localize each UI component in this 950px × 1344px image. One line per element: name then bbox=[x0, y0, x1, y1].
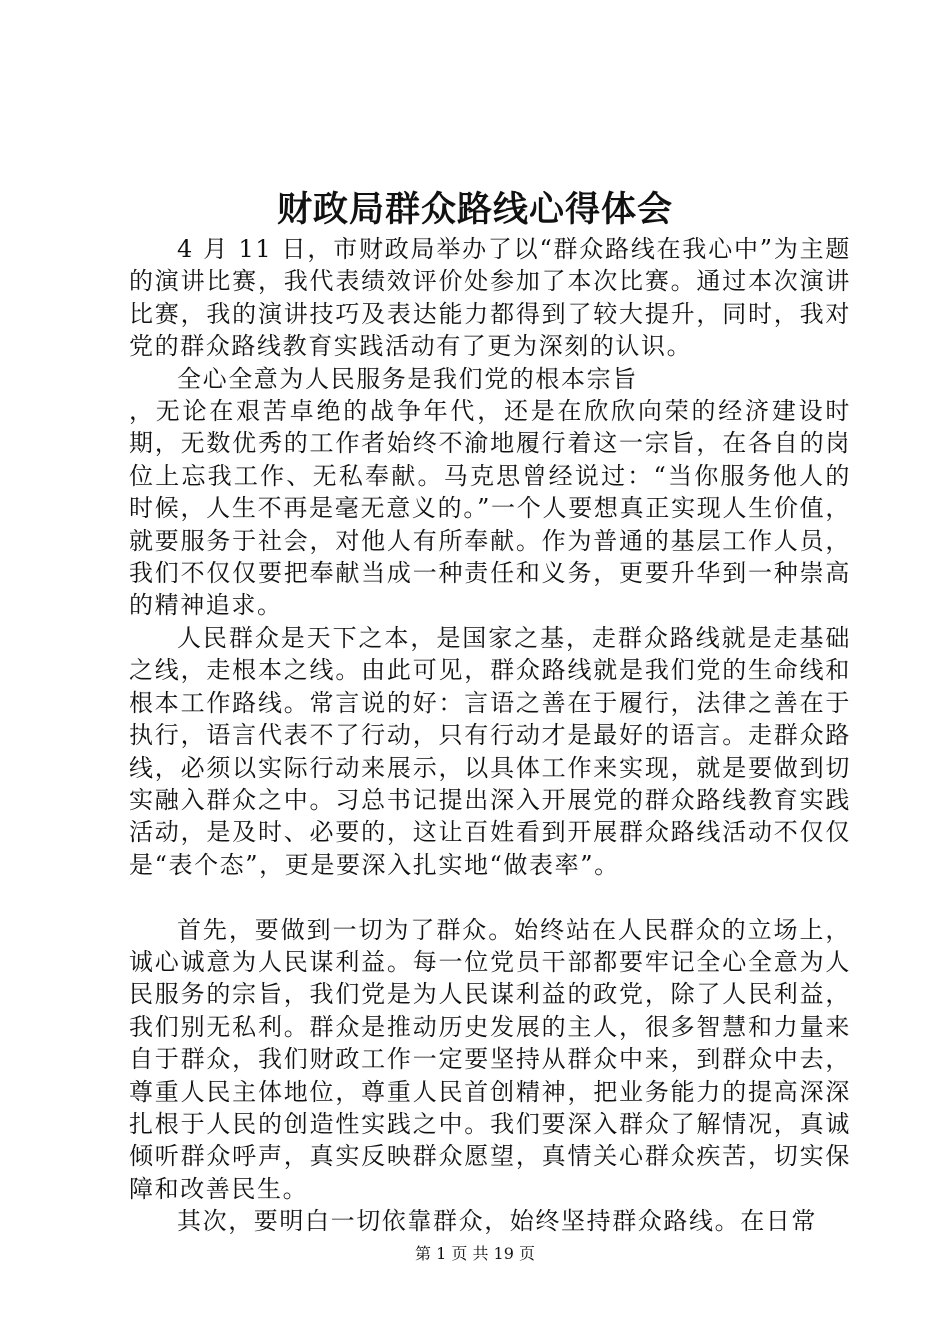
paragraph-heading-line: 全心全意为人民服务是我们党的根本宗旨 bbox=[177, 364, 638, 393]
paragraph-second-point: 其次，要明白一切依靠群众，始终坚持群众路线。在日常 bbox=[177, 1207, 817, 1236]
paragraph-spacer bbox=[129, 881, 851, 913]
document-title: 财政局群众路线心得体会 bbox=[276, 189, 673, 230]
paragraph-first-point: 首先，要做到一切为了群众。始终站在人民群众的立场上，诚心诚意为人民谋利益。每一位党员干部都要牢记全心全意为人民服务的宗旨，我们党是为人民谋利益的政党，除了人民利益，我们别无私利。群众是推动历史发展的主人，很多智慧和力量来自于群众，我们财政工作一定要坚持从群众中来，到群众中去，尊重人民主体地位，尊重人民首创精神，把业务能力的提高深深扎根于人民的创造性实践之中。我们要深入群众了解情况，真诚倾听群众呼声，真实反映群众愿望，真情关心群众疾苦，切实保障和改善民生。 bbox=[129, 915, 851, 1203]
paragraph-mass-line: 人民群众是天下之本，是国家之基，走群众路线就是走基础之线，走根本之线。由此可见，群众路线就是我们党的生命线和根本工作路线。常言说的好：言语之善在于履行，法律之善在于执行，语言代表不了行动，只有行动才是最好的语言。走群众路线，必须以实际行动来展示，以具体工作来实现，就是要做到切实融入群众之中。习总书记提出深入开展党的群众路线教育实践活动，是及时、必要的，这让百姓看到开展群众路线活动不仅仅是“表个态”，更是要深入扎实地“做表率”。 bbox=[129, 623, 851, 879]
paragraph-intro: 4 月 11 日，市财政局举办了以“群众路线在我心中”为主题的演讲比赛，我代表绩效评价处参加了本次比赛。通过本次演讲比赛，我的演讲技巧及表达能力都得到了较大提升，同时，我对党的群众路线教育实践活动有了更为深刻的认识。 bbox=[129, 235, 851, 361]
document-body bbox=[129, 233, 851, 1238]
page-footer: 第 1 页 共 19 页 bbox=[415, 1244, 535, 1263]
paragraph-service-purpose: ，无论在艰苦卓绝的战争年代，还是在欣欣向荣的经济建设时期，无数优秀的工作者始终不渝地履行着这一宗旨，在各自的岗位上忘我工作、无私奉献。马克思曾经说过：“当你服务他人的时候，人生不再是毫无意义的。”一个人要想真正实现人生价值，就要服务于社会，对他人有所奉献。作为普通的基层工作人员，我们不仅仅要把奉献当成一种责任和义务，更要升华到一种崇高的精神追求。 bbox=[129, 397, 851, 620]
